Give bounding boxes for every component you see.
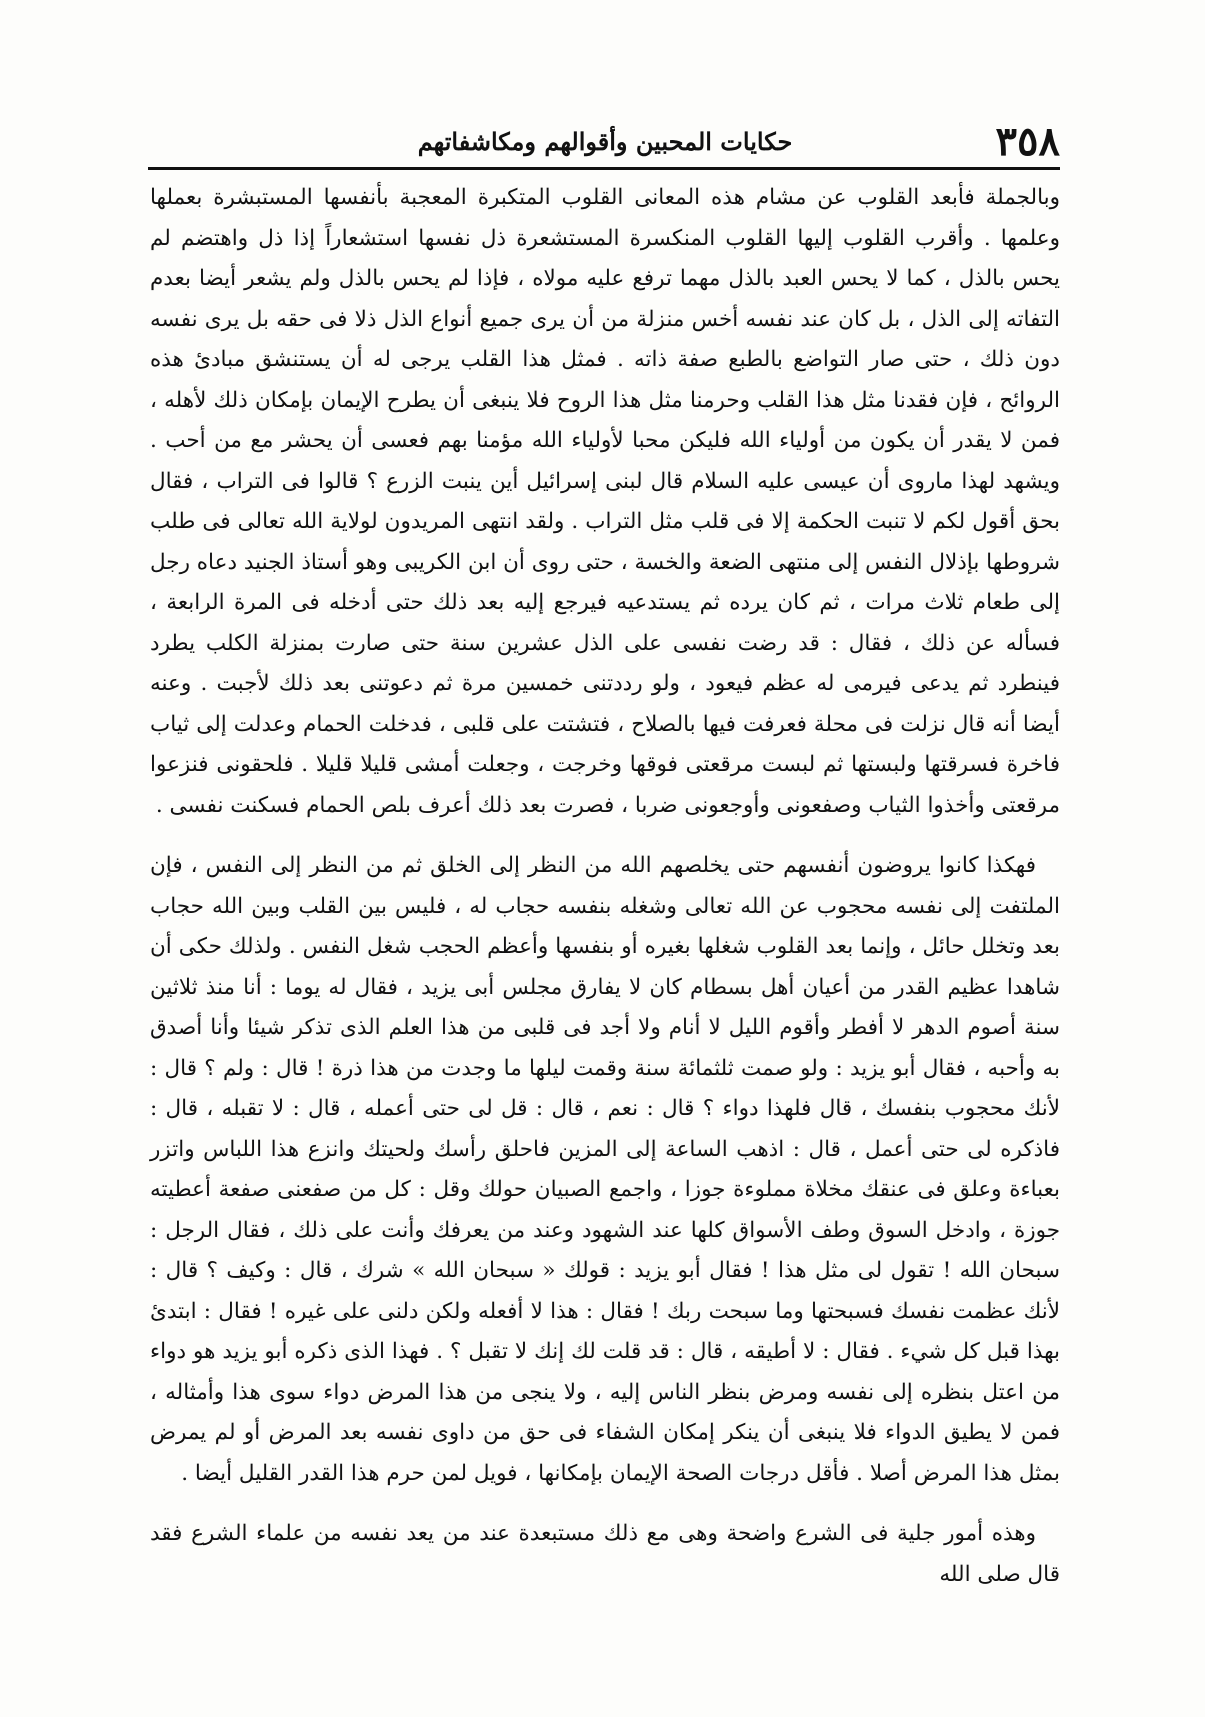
main-text — [150, 178, 1060, 1595]
page-header — [150, 118, 1060, 166]
paragraph-2: فهكذا كانوا يروضون أنفسهم حتى يخلصهم الله من النظر إلى الخلق ثم من النظر إلى النفس ، فإن الملتفت إلى نفسه محجوب عن الله تعالى وشغله بنفسه حجاب له ، فليس بين القلب وبين الله حجاب بعد وتخلل حائل ، وإنما بعد القلوب شغلها بغيره أو بنفسها وأعظم الحجب شغل النفس . ولذلك حكى أن شاهدا عظيم القدر من أعيان أهل بسطام كان لا يفارق مجلس أبى يزيد ، فقال له يوما : أنا منذ ثلاثين سنة أصوم الدهر لا أفطر وأقوم الليل لا أنام ولا أجد فى قلبى من هذا العلم الذى تذكر شيئا وأنا أصدق به وأحبه ، فقال أبو يزيد : ولو صمت ثلثمائة سنة وقمت ليلها ما وجدت من هذا ذرة ! قال : ولم ؟ قال : لأنك محجوب بنفسك ، قال فلهذا دواء ؟ قال : نعم ، قال : قل لى حتى أعمله ، قال : لا تقبله ، قال : فاذكره لى حتى أعمل ، قال : اذهب الساعة إلى المزين فاحلق رأسك ولحيتك وانزع هذا اللباس واتزر بعباءة وعلق فى عنقك مخلاة مملوءة جوزا ، واجمع الصبيان حولك وقل : كل من صفعنى صفعة أعطيته جوزة ، وادخل السوق وطف الأسواق كلها عند الشهود وعند من يعرفك وأنت على ذلك ، فقال الرجل : سبحان الله ! تقول لى مثل هذا ! فقال أبو يزيد : قولك « سبحان الله » شرك ، قال : وكيف ؟ قال : لأنك عظمت نفسك فسبحتها وما سبحت ربك ! فقال : هذا لا أفعله ولكن دلنى على غيره ! فقال : ابتدئ بهذا قبل كل شيء . فقال : لا أطيقه ، قال : قد قلت لك إنك لا تقبل ؟ . فهذا الذى ذكره أبو يزيد هو دواء من اعتل بنظره إلى نفسه ومرض بنظر الناس إليه ، ولا ينجى من هذا المرض دواء سوى هذا وأمثاله ، فمن لا يطيق الدواء فلا ينبغى أن ينكر إمكان الشفاء فى حق من داوى نفسه بعد المرض أو لم يمرض بمثل هذا المرض أصلا . فأقل درجات الصحة الإيمان بإمكانها ، فويل لمن حرم هذا القدر القليل أيضا . — [150, 853, 1060, 1486]
paragraph-1: وبالجملة فأبعد القلوب عن مشام هذه المعانى القلوب المتكبرة المعجبة بأنفسها المستبشرة بعملها وعلمها . وأقرب القلوب إليها القلوب المنكسرة المستشعرة ذل نفسها استشعاراً إذا ذل واهتضم لم يحس بالذل ، كما لا يحس العبد بالذل مهما ترفع عليه مولاه ، فإذا لم يحس بالذل ولم يشعر أيضا بعدم التفاته إلى الذل ، بل كان عند نفسه أخس منزلة من أن يرى جميع أنواع الذل ذلا فى حقه بل يرى نفسه دون ذلك ، حتى صار التواضع بالطبع صفة ذاته . فمثل هذا القلب يرجى له أن يستنشق مبادئ هذه الروائح ، فإن فقدنا مثل هذا القلب وحرمنا مثل هذا الروح فلا ينبغى أن يطرح الإيمان بإمكان ذلك لأهله ، فمن لا يقدر أن يكون من أولياء الله فليكن محبا لأولياء الله مؤمنا بهم فعسى أن يحشر مع من أحب . ويشهد لهذا ماروى أن عيسى عليه السلام قال لبنى إسرائيل أين ينبت الزرع ؟ قالوا فى التراب ، فقال بحق أقول لكم لا تنبت الحكمة إلا فى قلب مثل التراب . ولقد انتهى المريدون لولاية الله تعالى فى طلب شروطها بإذلال النفس إلى منتهى الضعة والخسة ، حتى روى أن ابن الكريبى وهو أستاذ الجنيد دعاه رجل إلى طعام ثلاث مرات ، ثم كان يرده ثم يستدعيه فيرجع إليه بعد ذلك حتى أدخله فى المرة الرابعة ، فسأله عن ذلك ، فقال : قد رضت نفسى على الذل عشرين سنة حتى صارت بمنزلة الكلب يطرد فينطرد ثم يدعى فيرمى له عظم فيعود ، ولو رددتنى خمسين مرة ثم دعوتنى بعد ذلك لأجبت . وعنه أيضا أنه قال نزلت فى محلة فعرفت فيها بالصلاح ، فتشتت على قلبى ، فدخلت الحمام وعدلت إلى ثياب فاخرة فسرقتها ولبستها ثم لبست مرقعتى فوقها وخرجت ، وجعلت أمشى قليلا قليلا . فلحقونى فنزعوا مرقعتى وأخذوا الثياب وصفعونى وأوجعونى ضربا ، فصرت بعد ذلك أعرف بلص الحمام فسكنت نفسى . — [150, 185, 1060, 818]
header-rule — [148, 167, 1060, 170]
page-number: ٣٥٨ — [995, 118, 1060, 165]
paragraph-3: وهذه أمور جلية فى الشرع واضحة وهى مع ذلك مستبعدة عند من يعد نفسه من علماء الشرع فقد قال صلى الله — [150, 1521, 1060, 1587]
running-title: حكايات المحبين وأقوالهم ومكاشفاتهم — [417, 127, 793, 156]
